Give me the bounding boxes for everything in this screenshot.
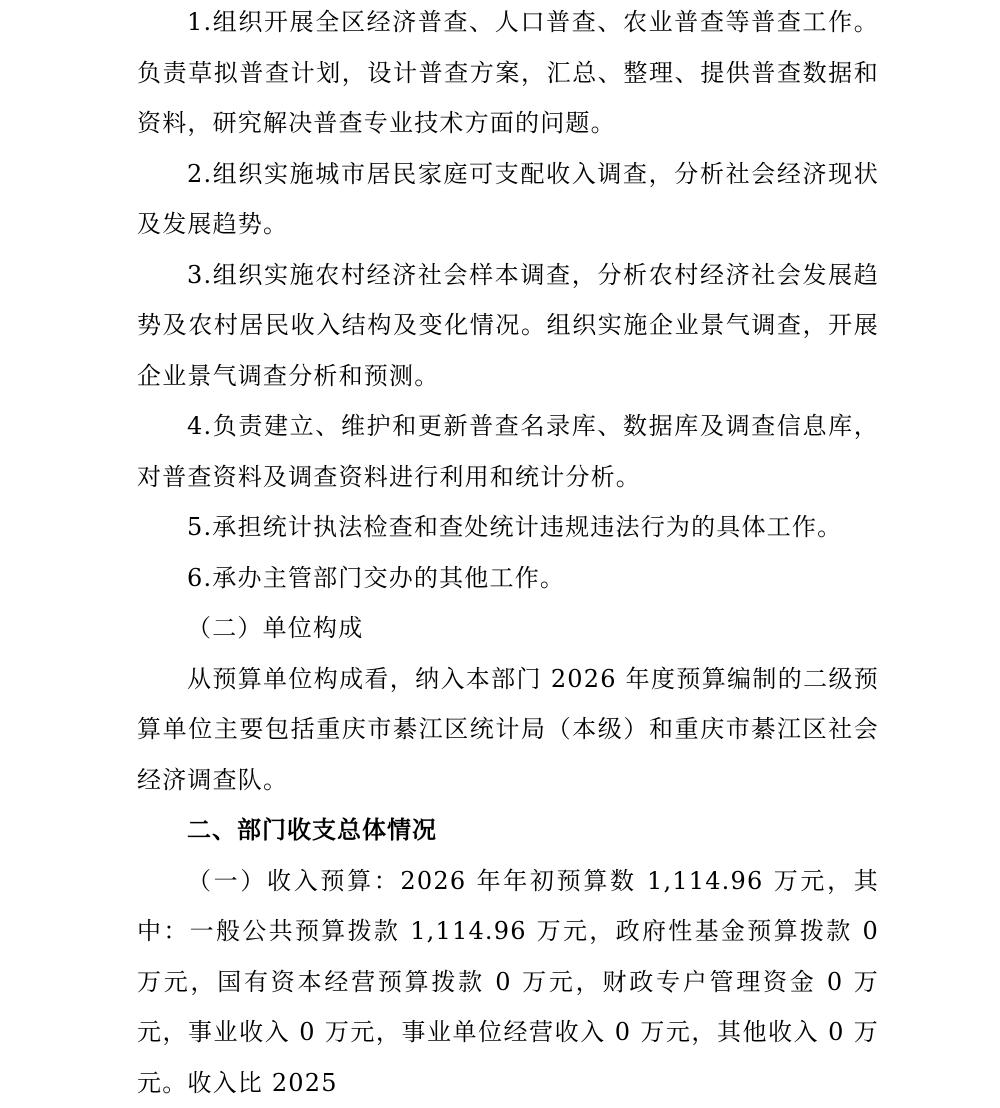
duty-item-3: 3.组织实施农村经济社会样本调查，分析农村经济社会发展趋势及农村居民收入结构及变化情况。组织实施企业景气调查，开展企业景气调查分析和预测。 bbox=[137, 250, 879, 402]
revenue-budget-paragraph bbox=[137, 856, 879, 1108]
revenue-budget-lead: （一）收入预算： bbox=[187, 867, 400, 895]
duty-item-4: 4.负责建立、维护和更新普查名录库、数据库及调查信息库，对普查资料及调查资料进行利用和统计分析。 bbox=[137, 401, 879, 502]
duty-item-2: 2.组织实施城市居民家庭可支配收入调查，分析社会经济现状及发展趋势。 bbox=[137, 149, 879, 250]
section-heading-revenue-expenditure: 二、部门收支总体情况 bbox=[137, 805, 879, 856]
duty-item-1: 1.组织开展全区经济普查、人口普查、农业普查等普查工作。负责草拟普查计划，设计普查方案，汇总、整理、提供普查数据和资料，研究解决普查专业技术方面的问题。 bbox=[137, 0, 879, 149]
revenue-budget-text: 2026 年年初预算数 1,114.96 万元，其中：一般公共预算拨款 1,114.96 万元，政府性基金预算拨款 0 万元，国有资本经营预算拨款 0 万元，财政专户管理资金 0 万元，事业收入 0 万元，事业单位经营收入 0 万元，其他收入 0 万元。收入比 2025 bbox=[137, 867, 879, 1097]
duty-item-6: 6.承办主管部门交办的其他工作。 bbox=[137, 553, 879, 604]
document-page bbox=[137, 0, 879, 1108]
section-subheading-unit-composition: （二）单位构成 bbox=[137, 603, 879, 654]
duty-item-5: 5.承担统计执法检查和查处统计违规违法行为的具体工作。 bbox=[137, 502, 879, 553]
unit-composition-paragraph: 从预算单位构成看，纳入本部门 2026 年度预算编制的二级预算单位主要包括重庆市綦江区统计局（本级）和重庆市綦江区社会经济调查队。 bbox=[137, 654, 879, 806]
